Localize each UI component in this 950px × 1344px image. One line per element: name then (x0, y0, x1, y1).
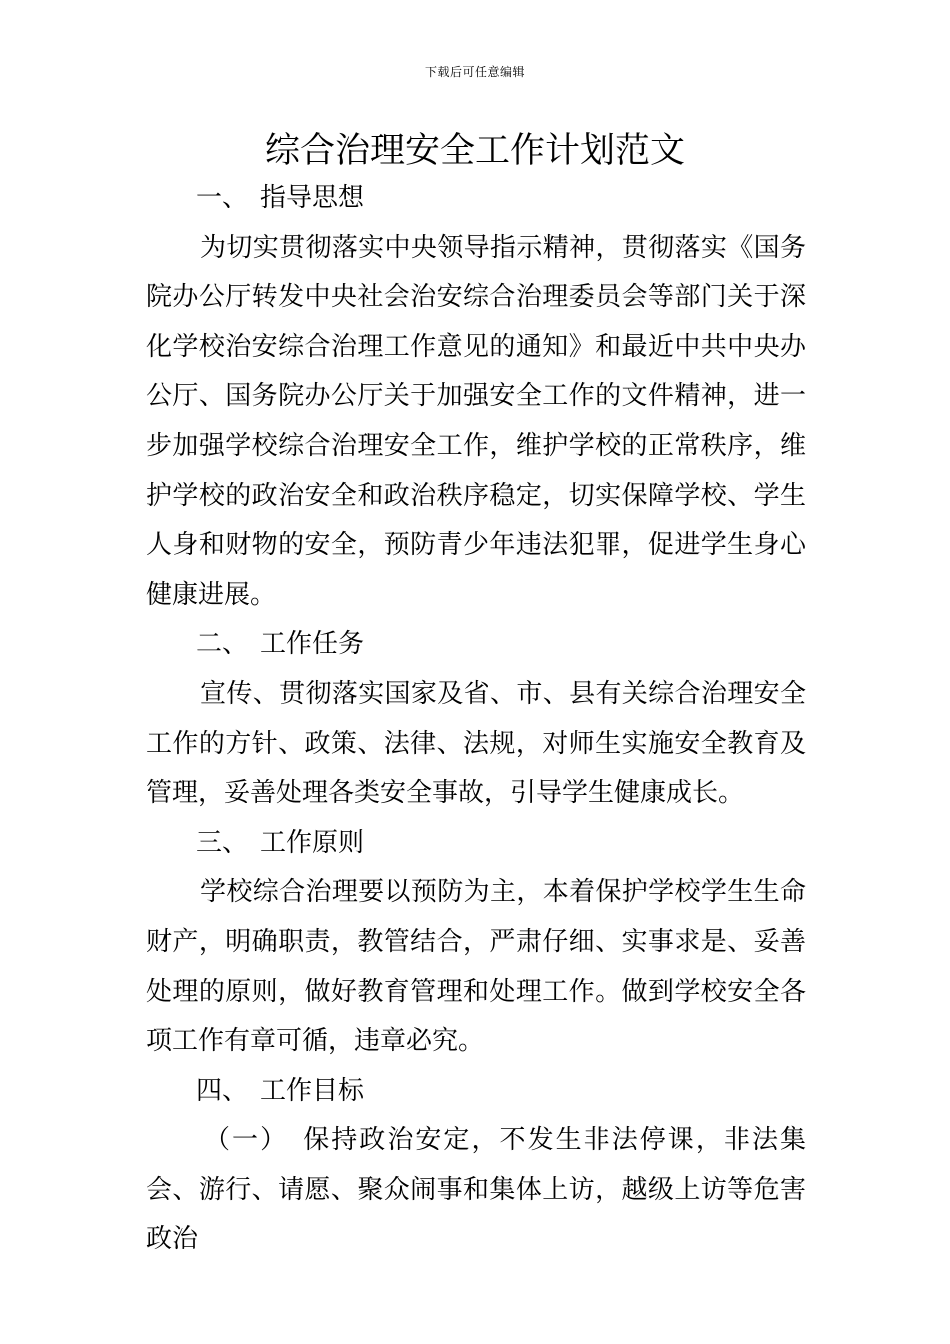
section-heading-text: 指导思想 (260, 183, 365, 213)
section-paragraph: 为切实贯彻落实中央领导指示精神，贯彻落实《国务院办公厅转发中央社会治安综合治理委员会等部门关于深化学校治安综合治理工作意见的通知》和最近中共中央办公厅、国务院办公厅关于加强安全工作的文件精神，进一步加强学校综合治理安全工作，维护学校的正常秩序，维护学校的政治安全和政治秩序稳定，切实保障学校、学生人身和财物的安全，预防青少年违法犯罪，促进学生身心健康进展。 (146, 232, 806, 610)
section-heading-work-tasks (146, 620, 806, 670)
document-title: 综合治理安全工作计划范文 (264, 131, 685, 171)
section-paragraph: （一） 保持政治安定，不发生非法停课，非法集会、游行、请愿、聚众闹事和集体上访，越级上访等危害政治 (146, 1125, 806, 1255)
section-heading-work-goals (146, 1067, 806, 1117)
section-paragraph: 宣传、贯彻落实国家及省、市、县有关综合治理安全工作的方针、政策、法律、法规，对师生实施安全教育及管理，妥善处理各类安全事故，引导学生健康成长。 (146, 678, 806, 809)
section-heading-work-principles (146, 819, 806, 869)
section-heading-text: 工作原则 (260, 827, 365, 858)
document-body (146, 174, 806, 1265)
section-heading-guiding-ideology (146, 174, 806, 224)
section-heading-text: 工作目标 (260, 1075, 365, 1106)
section-number: 一、 (196, 183, 249, 213)
section-number: 二、 (196, 629, 249, 660)
section-number: 四、 (196, 1075, 249, 1106)
section-heading-text: 工作任务 (260, 629, 365, 660)
section-number: 三、 (196, 827, 249, 858)
section-paragraph: 学校综合治理要以预防为主，本着保护学校学生生命财产，明确职责，教管结合，严肃仔细、实事求是、妥善处理的原则，做好教育管理和处理工作。做到学校安全各项工作有章可循，违章必究。 (146, 877, 806, 1057)
header-note: 下载后可任意编辑 (424, 65, 525, 79)
